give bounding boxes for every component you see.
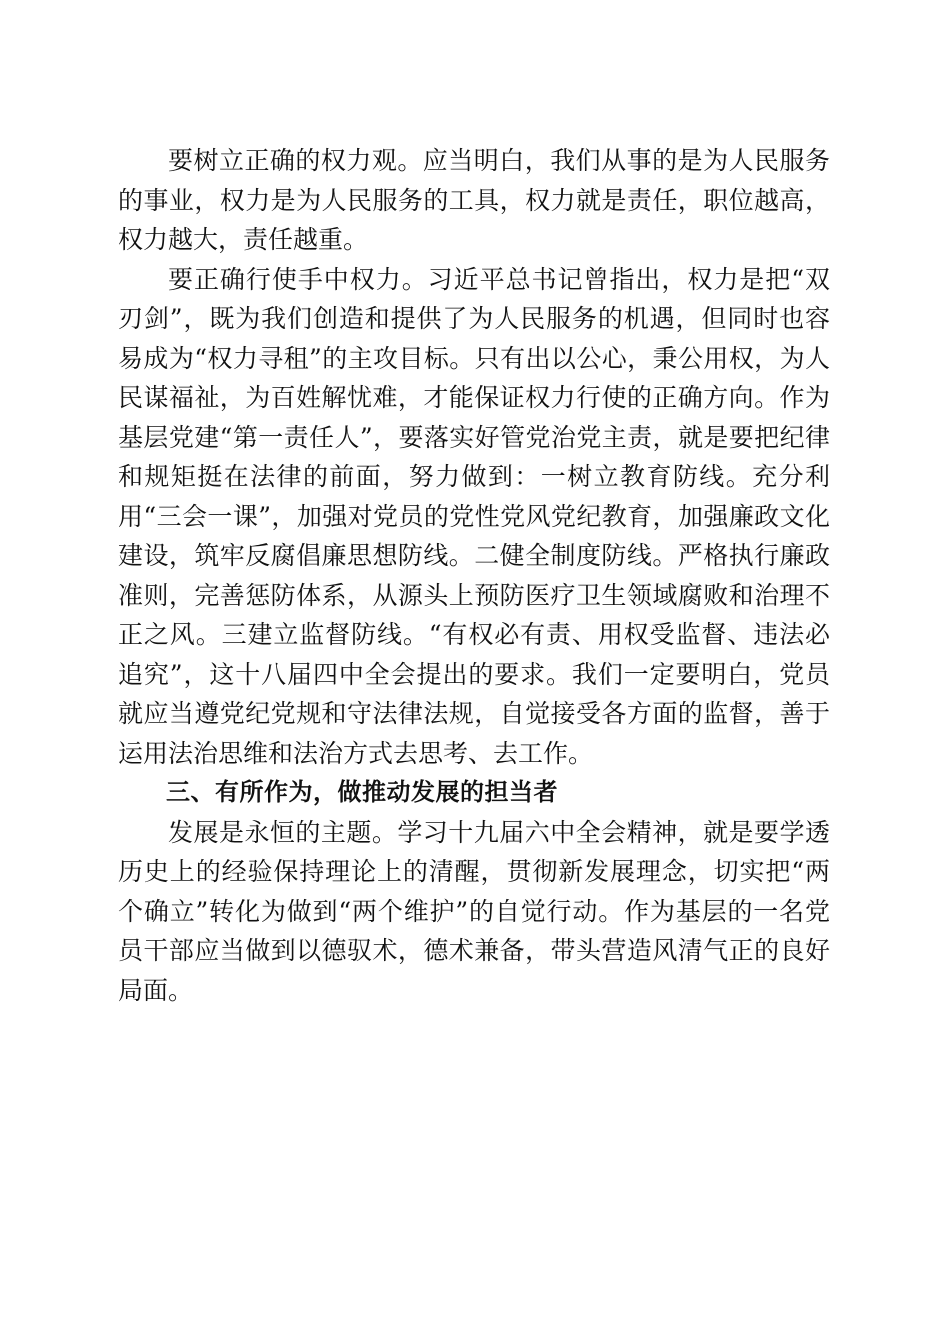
paragraph-power-concept: 要树立正确的权力观。应当明白，我们从事的是为人民服务的事业，权力是为人民服务的工具，权力就是责任，职位越高，权力越大，责任越重。 bbox=[118, 146, 830, 254]
paragraph-development: 发展是永恒的主题。学习十九届六中全会精神，就是要学透历史上的经验保持理论上的清醒，贯彻新发展理念，切实把“两个确立”转化为做到“两个维护”的自觉行动。作为基层的一名党员干部应当做到以德驭术，德术兼备，带头营造风清气正的良好局面。 bbox=[118, 817, 830, 1005]
section-heading: 三、有所作为，做推动发展的担当者 bbox=[166, 778, 558, 806]
document-page bbox=[118, 141, 830, 1010]
paragraph-exercise-power: 要正确行使手中权力。习近平总书记曾指出，权力是把“双刃剑”，既为我们创造和提供了为人民服务的机遇，但同时也容易成为“权力寻租”的主攻目标。只有出以公心，秉公用权，为人民谋福祉，为百姓解忧难，才能保证权力行使的正确方向。作为基层党建“第一责任人”，要落实好管党治党主责，就是要把纪律和规矩挺在法律的前面，努力做到：一树立教育防线。充分利用“三会一课”，加强对党员的党性党风党纪教育，加强廉政文化建设，筑牢反腐倡廉思想防线。二健全制度防线。严格执行廉政准则，完善惩防体系，从源头上预防医疗卫生领域腐败和治理不正之风。三建立监督防线。“有权必有责、用权受监督、违法必追究”，这十八届四中全会提出的要求。我们一定要明白，党员就应当遵党纪党规和守法律法规，自觉接受各方面的监督，善于运用法治思维和法治方式去思考、去工作。 bbox=[118, 264, 830, 768]
